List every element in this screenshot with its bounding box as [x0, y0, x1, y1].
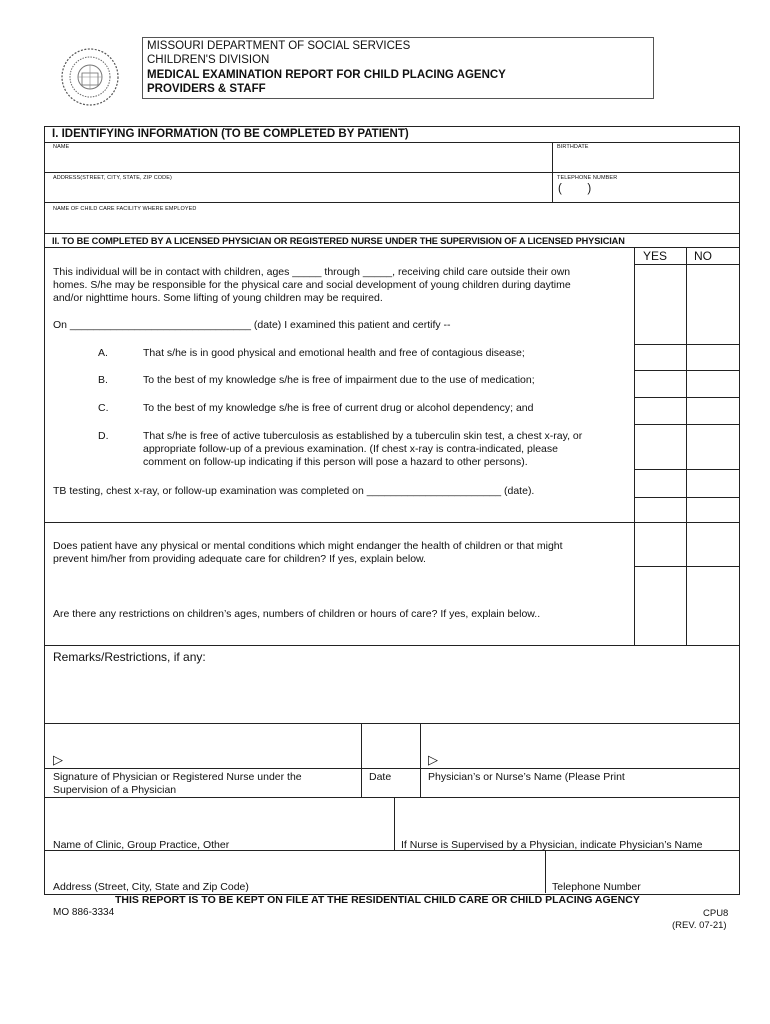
item-text-b: To the best of my knowledge s/he is free of impairment due to the use of medication;	[143, 374, 535, 386]
yes-checkbox-a[interactable]	[635, 345, 685, 369]
name-field[interactable]	[46, 151, 551, 171]
no-checkbox-d[interactable]	[687, 425, 737, 468]
header-line-4: PROVIDERS & STAFF	[147, 83, 266, 95]
item-letter-b: B.	[98, 374, 108, 386]
conditions-line-1: Does patient have any physical or mental conditions which might endanger the health of children or that might	[53, 540, 563, 552]
yes-checkbox-conditions[interactable]	[635, 523, 685, 565]
remarks-field[interactable]	[46, 666, 736, 722]
clinic-label: Name of Clinic, Group Practice, Other	[53, 839, 230, 851]
remarks-label: Remarks/Restrictions, if any:	[53, 650, 206, 664]
no-header: NO	[694, 249, 712, 263]
header-line-3: MEDICAL EXAMINATION REPORT FOR CHILD PLACING AGENCY	[147, 69, 506, 81]
intro-line-1: This individual will be in contact with children, ages _____ through _____, receiving child care outside their own	[53, 266, 571, 278]
form-revision: (REV. 07-21)	[672, 920, 727, 931]
name-label: NAME	[53, 144, 70, 150]
item-letter-d: D.	[98, 430, 109, 442]
telephone-field[interactable]: ( )	[558, 183, 592, 195]
yes-header: YES	[643, 249, 668, 263]
form-number: MO 886-3334	[53, 907, 115, 918]
signature-field[interactable]	[46, 724, 360, 768]
birthdate-field[interactable]	[553, 151, 737, 171]
clinic-telephone-label: Telephone Number	[552, 881, 641, 893]
supervised-label: If Nurse is Supervised by a Physician, indicate Physician’s Name	[401, 839, 703, 851]
section-2-title: II. TO BE COMPLETED BY A LICENSED PHYSICIAN OR REGISTERED NURSE UNDER THE SUPERVISION OF A LICENSED PHYSICIAN	[52, 236, 625, 246]
intro-line-3: and/or nighttime hours. Some lifting of young children may be required.	[53, 292, 383, 304]
item-text-d-3: comment on follow-up indicating if this person will pose a hazard to other persons).	[143, 456, 528, 468]
no-checkbox-a[interactable]	[687, 345, 737, 369]
physician-name-field[interactable]	[421, 724, 736, 768]
state-seal-logo	[60, 45, 120, 109]
item-letter-a: A.	[98, 347, 108, 359]
address-label: ADDRESS(STREET, CITY, STATE, ZIP CODE)	[53, 175, 172, 181]
clinic-telephone-field[interactable]	[546, 851, 736, 879]
restrictions-question: Are there any restrictions on children’s ages, numbers of children or hours of care? If yes, explain below..	[53, 608, 541, 620]
no-checkbox-restrictions[interactable]	[687, 567, 737, 644]
footer-notice: THIS REPORT IS TO BE KEPT ON FILE AT THE RESIDENTIAL CHILD CARE OR CHILD PLACING AGENCY	[115, 894, 640, 906]
tb-line: TB testing, chest x-ray, or follow-up examination was completed on _______________________ (date).	[53, 485, 535, 497]
section-1-title: I. IDENTIFYING INFORMATION (TO BE COMPLETED BY PATIENT)	[52, 128, 409, 140]
item-text-c: To the best of my knowledge s/he is free of current drug or alcohol dependency; and	[143, 402, 534, 414]
signature-label-1: Signature of Physician or Registered Nurse under the	[53, 771, 302, 783]
intro-line-2: homes. S/he may be responsible for the physical care and social development of young children during daytime	[53, 279, 571, 291]
no-checkbox-c[interactable]	[687, 398, 737, 423]
signature-label-2: Supervision of a Physician	[53, 784, 177, 796]
item-letter-c: C.	[98, 402, 109, 414]
physician-name-label: Physician’s or Nurse’s Name (Please Print	[428, 771, 625, 783]
clinic-address-label: Address (Street, City, State and Zip Code)	[53, 881, 249, 893]
item-text-d-1: That s/he is free of active tuberculosis as established by a tuberculin skin test, a chest x-ray, or	[143, 430, 583, 442]
exam-date-line: On _______________________________ (date) I examined this patient and certify --	[53, 319, 451, 331]
no-checkbox-b[interactable]	[687, 371, 737, 396]
clinic-field[interactable]	[46, 798, 393, 836]
telephone-label: TELEPHONE NUMBER	[557, 175, 618, 181]
address-field[interactable]	[46, 182, 551, 201]
yes-checkbox-restrictions[interactable]	[635, 567, 685, 644]
header-line-2: CHILDREN'S DIVISION	[147, 54, 270, 66]
item-text-a: That s/he is in good physical and emotional health and free of contagious disease;	[143, 347, 525, 359]
signature-arrow-icon: ▷	[53, 752, 63, 767]
date-field[interactable]	[362, 724, 419, 768]
form-code: CPU8	[703, 908, 729, 919]
item-text-d-2: appropriate follow-up of a previous examination. (If chest x-ray is contra-indicated, please	[143, 443, 558, 455]
yes-checkbox-d[interactable]	[635, 425, 685, 468]
physician-name-arrow-icon: ▷	[428, 752, 438, 767]
conditions-line-2: prevent him/her from providing adequate care for children? If yes, explain below.	[53, 553, 426, 565]
yes-checkbox-c[interactable]	[635, 398, 685, 423]
no-checkbox-conditions[interactable]	[687, 523, 737, 565]
supervising-physician-field[interactable]	[395, 798, 736, 836]
birthdate-label: BIRTHDATE	[557, 144, 589, 150]
header-line-1: MISSOURI DEPARTMENT OF SOCIAL SERVICES	[147, 40, 411, 52]
date-label: Date	[369, 771, 392, 783]
facility-field[interactable]	[46, 213, 736, 232]
clinic-address-field[interactable]	[46, 851, 544, 879]
facility-label: NAME OF CHILD CARE FACILITY WHERE EMPLOYED	[53, 206, 197, 212]
yes-checkbox-b[interactable]	[635, 371, 685, 396]
